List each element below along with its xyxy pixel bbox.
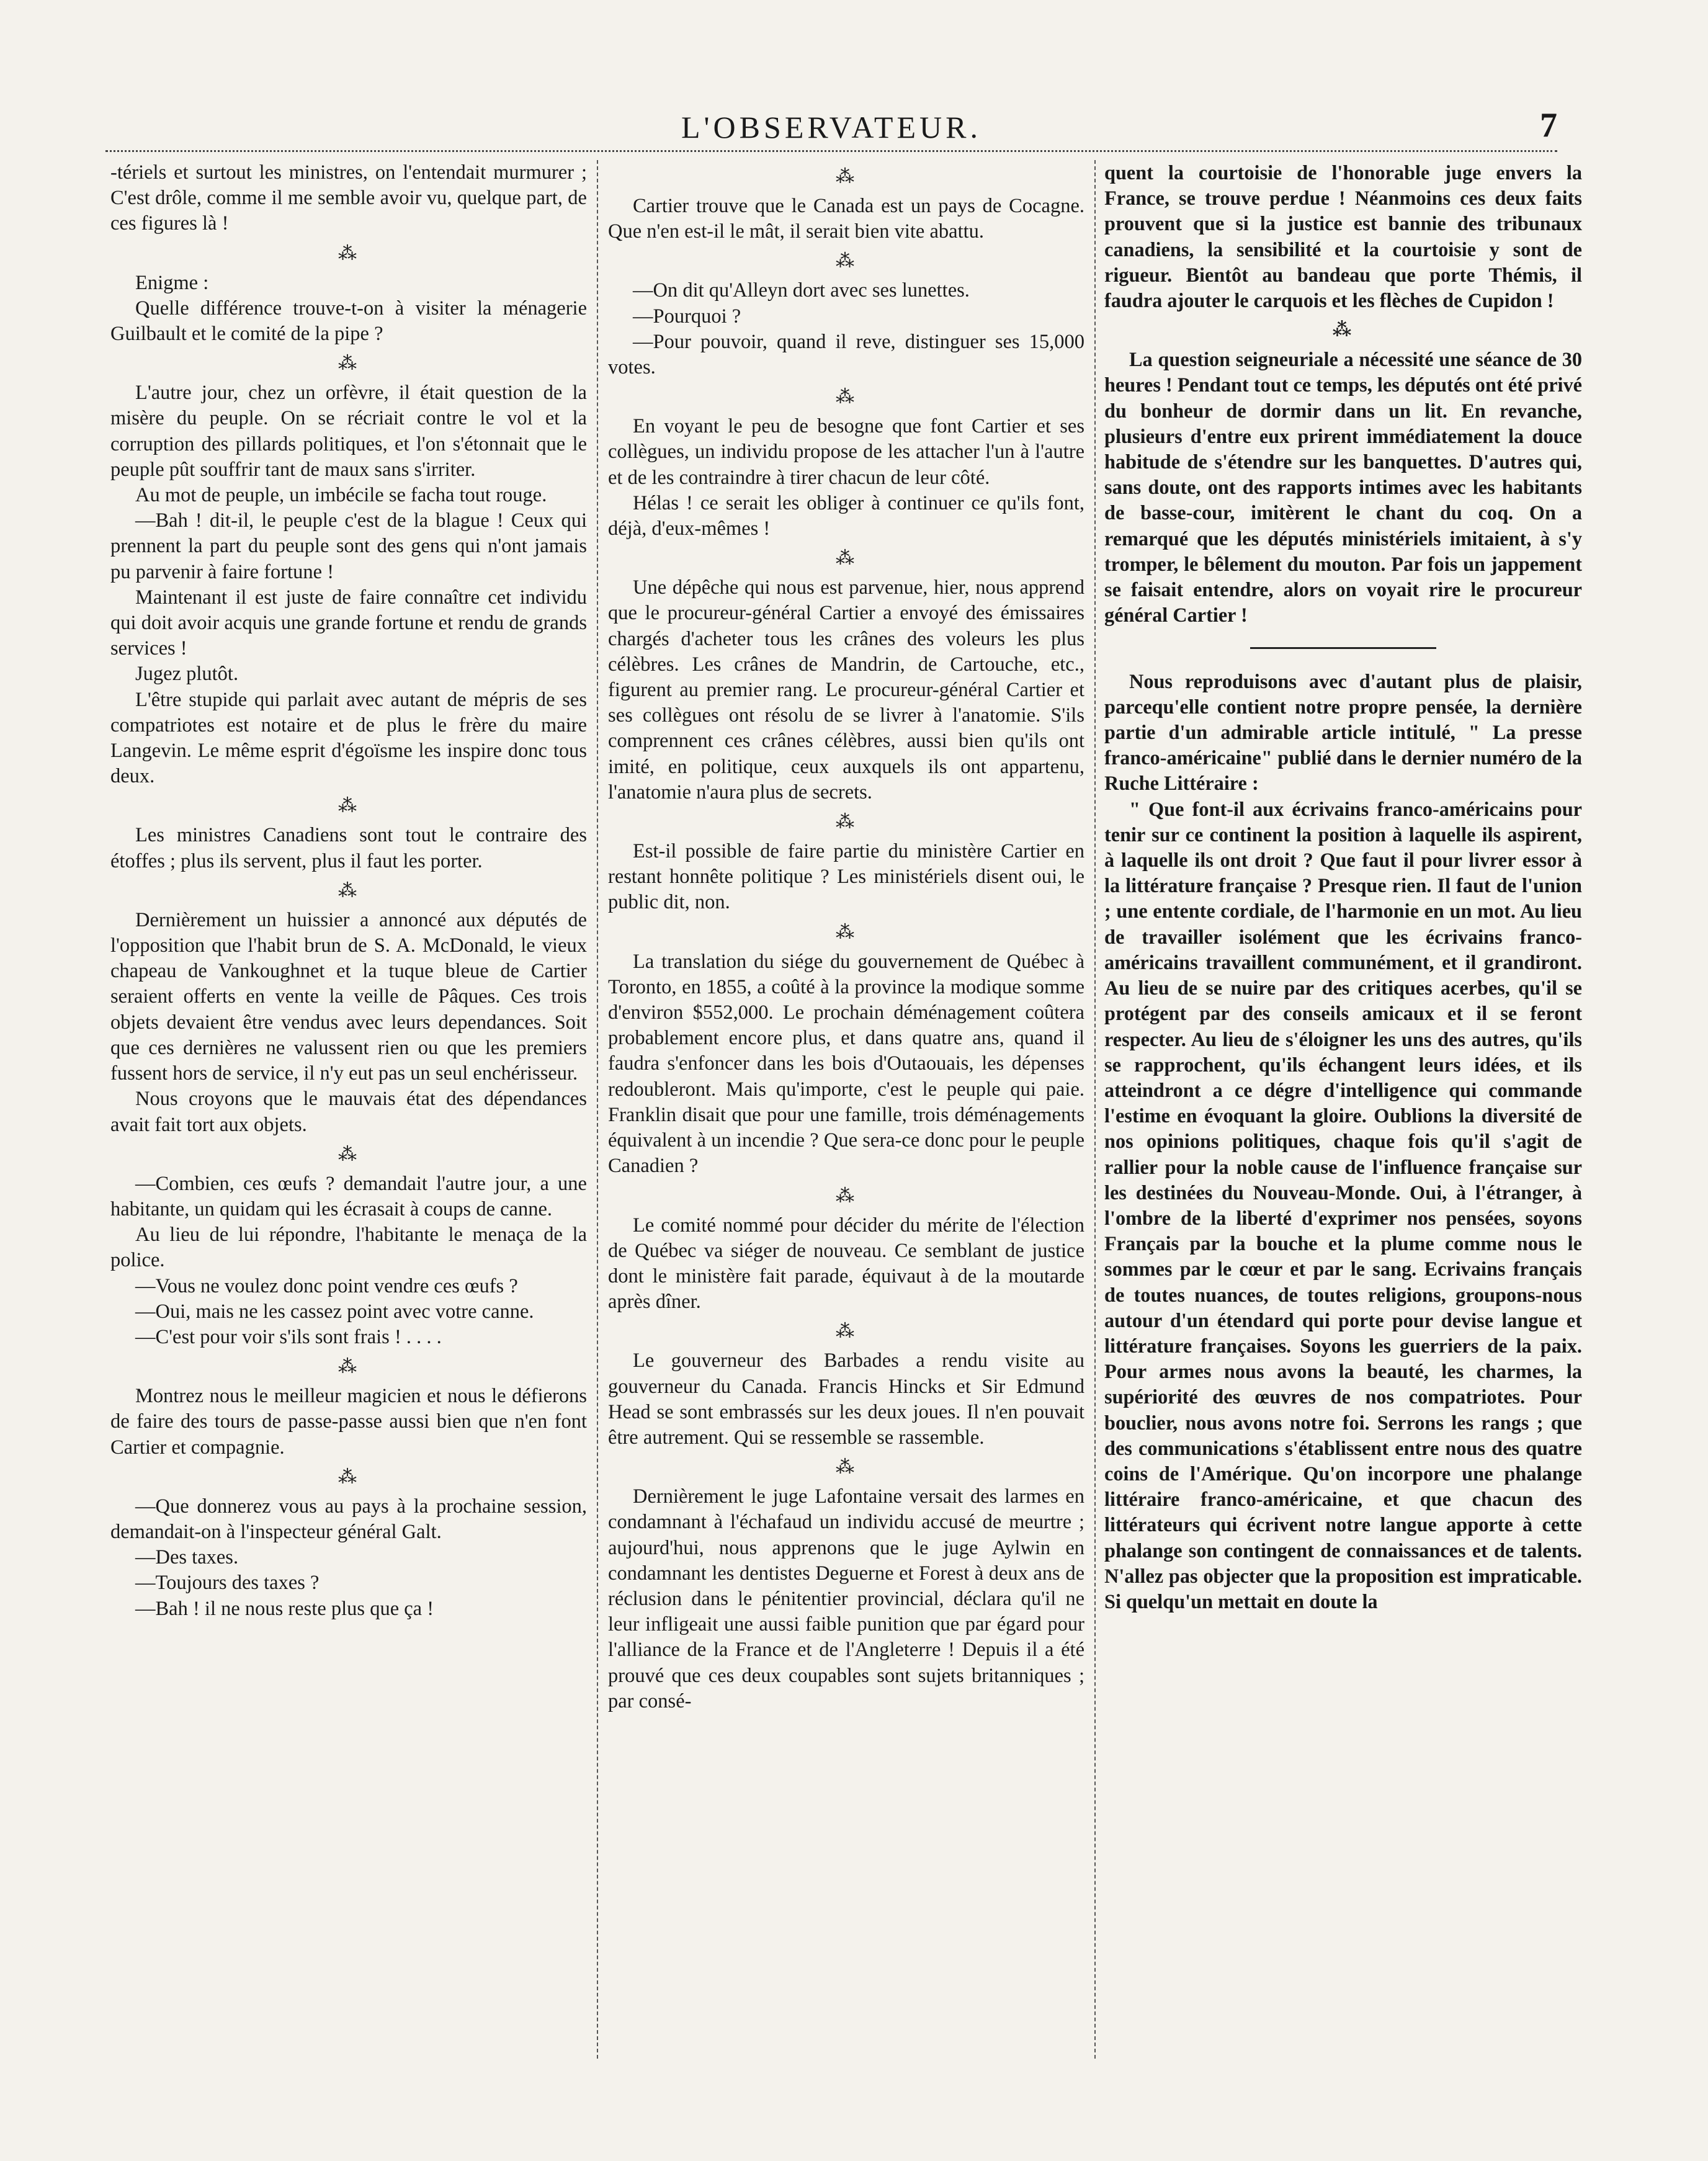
column-1 [110, 160, 587, 2077]
article-paragraph: Au lieu de lui répondre, l'habitante le menaça de la police. [110, 1224, 587, 1272]
article-paragraph: Jugez plutôt. [135, 663, 239, 686]
article-paragraph: —Pour pouvoir, quand il reve, distinguer ses 15,000 votes. [608, 330, 1084, 379]
section-separator: ⁂ [1332, 320, 1354, 341]
article-paragraph: Les ministres Canadiens sont tout le contraire des étoffes ; plus ils servent, plus il faut les porter. [110, 824, 587, 872]
section-separator: ⁂ [836, 251, 857, 272]
section-separator: ⁂ [836, 1185, 857, 1206]
column-3 [1104, 160, 1582, 2077]
article-paragraph: —Toujours des taxes ? [135, 1572, 320, 1595]
article-paragraph: —On dit qu'Alleyn dort avec ses lunettes. [633, 279, 970, 302]
section-separator: ⁂ [338, 1356, 359, 1377]
article-paragraph: Le gouverneur des Barbades a rendu visite au gouverneur du Canada. Francis Hincks et Sir Edmund Head se sont embrassés sur les deux joues. Il n'en pouvait être autrement. Qui se ressemble se rassemble. [608, 1349, 1084, 1449]
article-paragraph: Montrez nous le meilleur magicien et nous le défierons de faire des tours de passe-passe aussi bien que n'en font Cartier et compagnie. [110, 1385, 587, 1459]
article-paragraph: Hélas ! ce serait les obliger à continuer ce qu'ils font, déjà, d'eux-mêmes ! [608, 491, 1084, 540]
section-separator: ⁂ [836, 166, 857, 187]
article-paragraph: —Combien, ces œufs ? demandait l'autre jour, a une habitante, un quidam qui les écrasait à coups de canne. [110, 1172, 587, 1220]
article-paragraph: Au mot de peuple, un imbécile se facha tout rouge. [135, 484, 547, 507]
section-separator: ⁂ [338, 1466, 359, 1487]
article-paragraph: quent la courtoisie de l'honorable juge envers la France, se trouve perdue ! Néanmoins ces deux faits prouvent que si la justice est bannie des tribunaux canadiens, la sensibilité et la courtoisie y sont de rigueur. Bientôt au bandeau que porte Thémis, il faudra ajouter le carquois et les flèches de Cupidon ! [1104, 161, 1582, 312]
article-paragraph: Dernièrement le juge Lafontaine versait des larmes en condamnant à l'échafaud un individu accusé de meurtre ; aujourd'hui, nous apprenons que le juge Aylwin en condamnant les dentistes Deguerne et Forest à deux ans de réclusion dans le pénitentier provincial, déclara qu'il ne leur infligeait une aussi faible punition que par égard pour l'alliance de la France et de l'Angleterre ! Depuis il a été prouvé que ces deux coupables sont sujets britanniques ; par consé- [608, 1485, 1084, 1712]
article-paragraph: Maintenant il est juste de faire connaître cet individu qui doit avoir acquis une grande fortune et rendu de grands services ! [110, 586, 587, 660]
header-rule [105, 150, 1557, 152]
article-paragraph: En voyant le peu de besogne que font Cartier et ses collègues, un individu propose de les attacher l'un à l'autre et de les contraindre à tirer chacun de leur côté. [608, 415, 1084, 489]
section-separator: ⁂ [338, 795, 359, 817]
section-separator: ⁂ [338, 1143, 359, 1165]
article-paragraph: Nous reproduisons avec d'autant plus de plaisir, parcequ'elle contient notre propre pensée, la dernière partie d'un admirable article intitulé, " La presse franco-américaine" publié dans le dernier numéro de la Ruche Littéraire : [1104, 669, 1582, 795]
article-paragraph: —Oui, mais ne les cassez point avec votre canne. [135, 1300, 534, 1323]
section-separator: ⁂ [836, 921, 857, 942]
article-paragraph: Une dépêche qui nous est parvenue, hier, nous apprend que le procureur-général Cartier a envoyé des émissaires chargés d'acheter tous les crânes des voleurs les plus célèbres. Les crânes de Mandrin, de Cartouche, etc., figurent au premier rang. Le procureur-général Cartier et ses collègues ont résolu de se livrer à l'anatomie. S'ils comprennent ces crânes célèbres, aussi bien qu'ils ont imité, en politique, ceux auxquels ils ont appartenu, l'anatomie n'aura plus de secrets. [608, 576, 1084, 803]
section-separator: ⁂ [836, 812, 857, 833]
article-paragraph: Est-il possible de faire partie du ministère Cartier en restant honnête politique ? Les ministériels disent oui, le public dit, non. [608, 840, 1084, 914]
column-divider [597, 160, 598, 2059]
article-paragraph: -tériels et surtout les ministres, on l'entendait murmurer ; C'est drôle, comme il me semble avoir vu, quelque part, de ces figures là ! [110, 161, 587, 235]
section-separator: ⁂ [836, 1321, 857, 1342]
article-paragraph: —Bah ! il ne nous reste plus que ça ! [135, 1597, 434, 1620]
article-paragraph: Le comité nommé pour décider du mérite de l'élection de Québec va siéger de nouveau. Ce semblant de justice dont le ministère fait parade, équivaut à de la moutarde après dîner. [608, 1214, 1084, 1313]
section-separator: ⁂ [338, 880, 359, 901]
article-paragraph: Enigme : [135, 271, 209, 294]
column-2 [608, 160, 1084, 2077]
article-paragraph: —C'est pour voir s'ils sont frais ! . . . . [135, 1325, 442, 1348]
article-paragraph: Quelle différence trouve-t-on à visiter la ménagerie Guilbault et le comité de la pipe ? [110, 297, 587, 346]
article-paragraph: " Que font-il aux écrivains franco-américains pour tenir sur ce continent la position à laquelle ils aspirent, à laquelle ils ont droit ? Que faut il pour livrer essor à la littérature française ? Presque rien. Il faut de l'union ; une entente cordiale, de l'harmonie en un mot. Au lieu de travailler isolément que les écrivains franco-américains travaillent communément, et il grandiront. Au lieu de se nuire par des critiques acerbes, qu'il se protégent par des conseils amicaux et il se feront respecter. Au lieu de s'éloigner les uns des autres, qu'ils se rapprochent, qu'ils échangent leurs idées, et ils atteindront a ce dégre d'intelligence qui commande l'estime en évoquant la gloire. Oublions la diversité de nos opinions politiques, chaque fois qu'il s'agit de rallier pour la noble cause de l'influence française sur les destinées du Nouveau-Monde. Oui, à l'étranger, à l'ombre de la liberté d'exprimer nos pensées, soyons Français par la bouche et la plume comme nous le sommes par le cœur et par le sang. Ecrivains français de toutes nuances, de toutes religions, groupons-nous autour d'un étendard qui porte pour devise langue et littérature françaises. Soyons les guerriers de la paix. Pour armes nous avons la beauté, les charmes, la supériorité des œuvres de nos compatriotes. Pour bouclier, nous avons notre foi. Serrons les rangs ; que des communications s'établissent entre nous des quatre coins de l'Amérique. Qu'on incorpore une phalange littéraire franco-américaine, et que chacun des littérateurs qui écrivent notre langue apporte à cette phalange son contingent de connaissances et de talents. N'allez pas objecter que la proposition est impraticable. Si quelqu'un mettait en doute la [1104, 797, 1582, 1613]
article-paragraph: La question seigneuriale a nécessité une séance de 30 heures ! Pendant tout ce temps, les députés ont été privé du bonheur de dormir dans un lit. En revanche, plusieurs d'entre eux prirent immédiatement la douce habitude de s'étendre sur les banquettes. D'autres qui, sans doute, ont des rapports intimes avec les habitants de basse-cour, imitèrent le chant du coq. On a remarqué que les députés ministériels imitaient, à s'y tromper, le bêlement du mouton. Par fois un jappement se faisait entendre, alors on voyait rire le procureur général Cartier ! [1104, 348, 1582, 627]
section-rule [1104, 633, 1582, 658]
article-paragraph: —Vous ne voulez donc point vendre ces œufs ? [135, 1274, 518, 1297]
article-paragraph: —Que donnerez vous au pays à la prochaine session, demandait-on à l'inspecteur général Galt. [110, 1495, 587, 1543]
section-separator: ⁂ [338, 243, 359, 264]
article-paragraph: Dernièrement un huissier a annoncé aux députés de l'opposition que l'habit brun de S. A. McDonald, le vieux chapeau de Vankoughnet et la tuque bleue de Cartier seraient offerts en vente la veille de Pâques. Ces trois objets devaient être vendus avec leurs dependances. Soit que ces dernières ne valussent rien ou que les premiers fussent hors de service, il n'y eut pas un seul enchérisseur. [110, 908, 587, 1085]
article-paragraph: Cartier trouve que le Canada est un pays de Cocagne. Que n'en est-il le mât, il serait bien vite abattu. [608, 195, 1084, 243]
column-divider [1094, 160, 1096, 2059]
article-paragraph: —Pourquoi ? [633, 305, 741, 328]
section-separator: ⁂ [836, 387, 857, 408]
article-paragraph: Nous croyons que le mauvais état des dépendances avait fait tort aux objets. [110, 1088, 587, 1136]
article-paragraph: L'être stupide qui parlait avec autant de mépris de ses compatriotes est notaire et de plus le frère du maire Langevin. Le même esprit d'égoïsme les inspire donc tous deux. [110, 688, 587, 788]
page-header [105, 106, 1557, 146]
section-separator: ⁂ [836, 1457, 857, 1478]
article-paragraph: La translation du siége du gouvernement de Québec à Toronto, en 1855, a coûté à la province la modique somme d'environ $552,000. Le prochain déménagement coûtera probablement encore plus, et dans quatre ans, quand il faudra s'enfoncer dans les bois d'Outaouais, les dépenses redoubleront. Mais qu'importe, c'est le peuple qui paie. Franklin disait que pour une famille, trois déménagements équivalent à un incendie ? Que sera-ce donc pour le peuple Canadien ? [608, 950, 1084, 1178]
page-number: 7 [1540, 106, 1557, 145]
article-paragraph: —Des taxes. [135, 1546, 239, 1569]
article-paragraph: —Bah ! dit-il, le peuple c'est de la blague ! Ceux qui prennent la part du peuple sont des gens qui n'ont jamais pu parvenir à faire fortune ! [110, 509, 587, 583]
section-separator: ⁂ [836, 548, 857, 569]
article-paragraph: L'autre jour, chez un orfèvre, il était question de la misère du peuple. On se récriait contre le vol et la corruption des pillards politiques, et l'on s'étonnait que le peuple pût souffrir tant de maux sans s'irriter. [110, 382, 587, 481]
section-separator: ⁂ [338, 353, 359, 374]
newspaper-title: L'OBSERVATEUR. [681, 110, 981, 145]
